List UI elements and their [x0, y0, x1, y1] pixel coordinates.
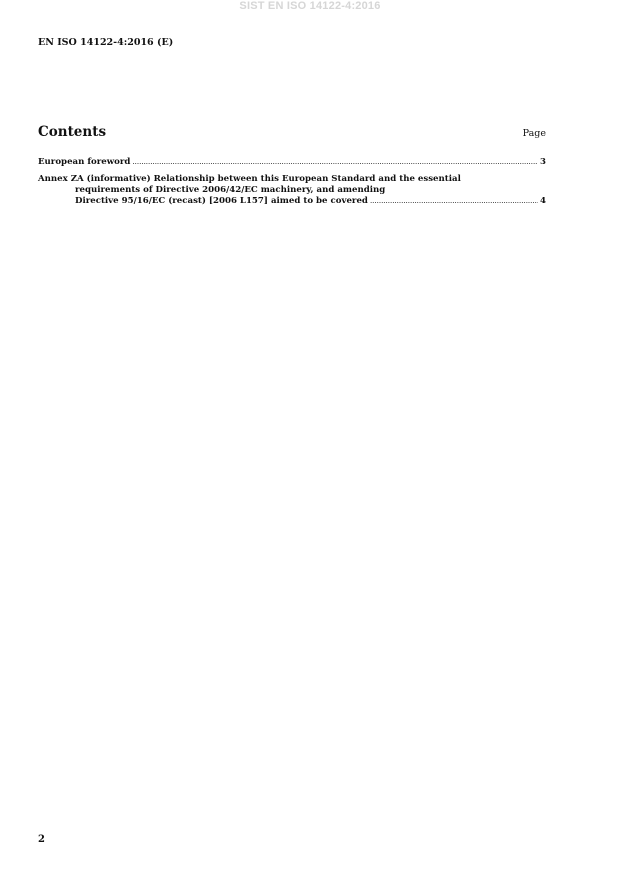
document-identifier: EN ISO 14122-4:2016 (E): [38, 37, 174, 48]
toc-entry-title-continued[interactable]: requirements of Directive 2006/42/EC machinery, and amending: [75, 185, 386, 195]
toc-line-continuation: [38, 185, 546, 196]
toc-entry-european-foreword[interactable]: [38, 157, 546, 168]
page-column-label: Page: [522, 128, 546, 139]
toc-page-number[interactable]: 3: [540, 157, 546, 167]
toc-entry-title[interactable]: Annex ZA (informative) Relationship between this European Standard and the essential: [38, 174, 461, 184]
table-of-contents: [38, 157, 546, 213]
dot-leader: [132, 157, 538, 168]
toc-page-number[interactable]: 4: [540, 196, 546, 206]
toc-entry-title-continued[interactable]: Directive 95/16/EC (recast) [2006 L157] aimed to be covered: [75, 196, 368, 206]
toc-entry-title[interactable]: European foreword: [38, 157, 131, 167]
toc-entry-annex-za[interactable]: [38, 174, 546, 207]
page-number: 2: [38, 834, 45, 845]
watermark: SIST EN ISO 14122-4:2016: [239, 0, 381, 12]
contents-title: Contents: [38, 124, 107, 140]
toc-line: [38, 174, 546, 185]
dot-leader: [370, 196, 538, 207]
toc-line: [38, 157, 546, 168]
toc-line-continuation: [38, 196, 546, 207]
